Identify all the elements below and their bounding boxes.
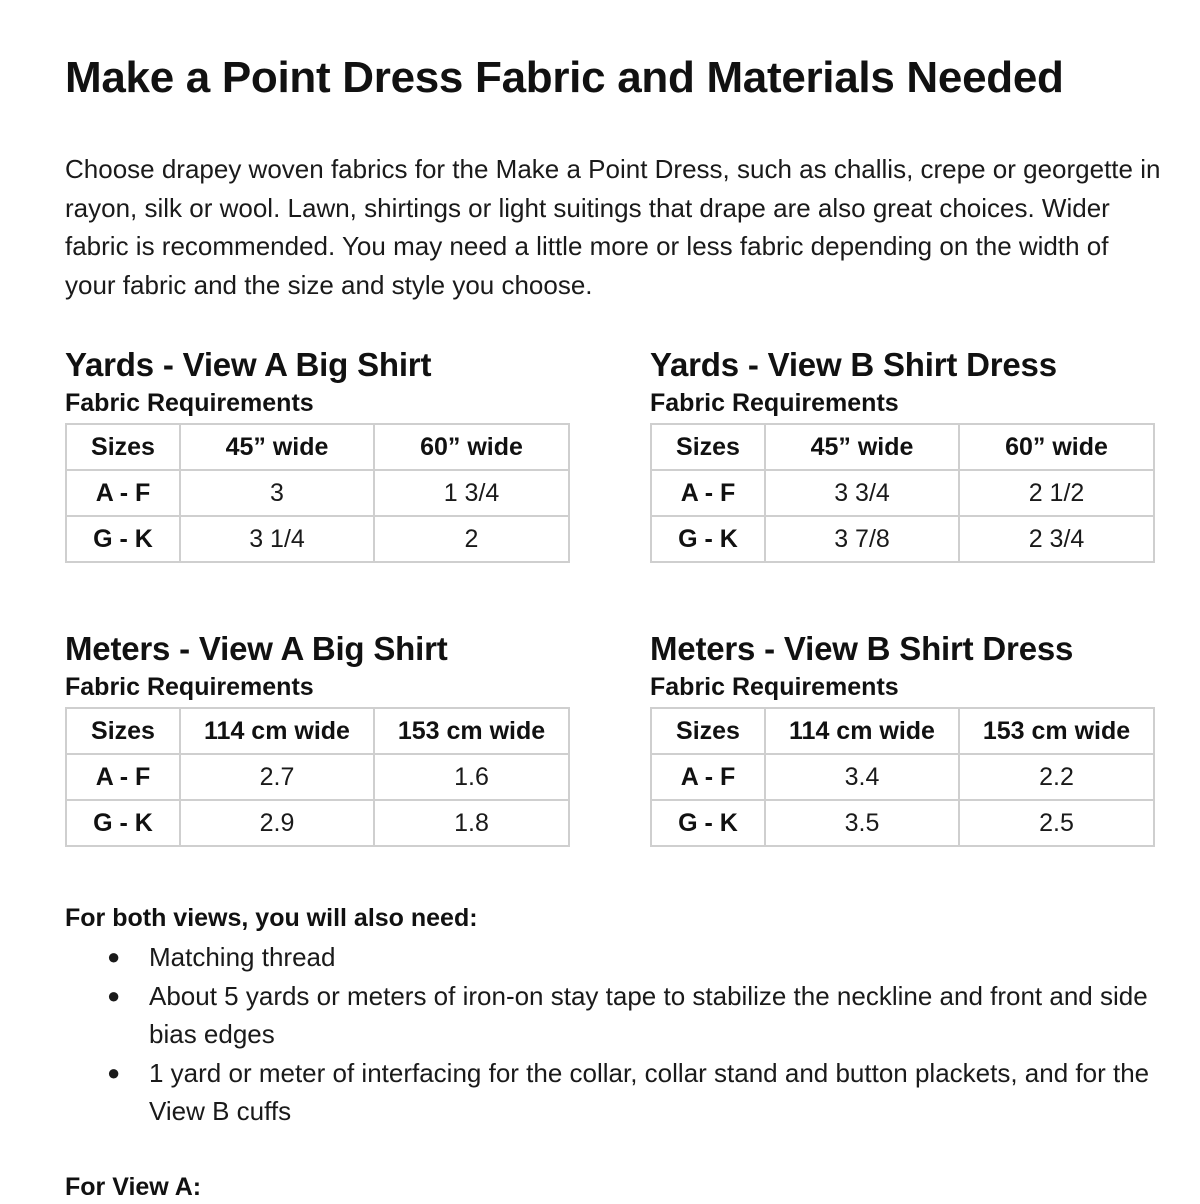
- meters-view-b-section: [650, 629, 1155, 847]
- header-cell: 114 cm wide: [765, 708, 959, 754]
- table-header-row: [66, 708, 569, 754]
- header-cell: 153 cm wide: [959, 708, 1154, 754]
- list-item: [65, 977, 1175, 1054]
- header-cell: 45” wide: [765, 424, 959, 470]
- size-cell: A - F: [651, 754, 765, 800]
- header-cell: Sizes: [651, 424, 765, 470]
- table-row: [66, 470, 569, 516]
- size-cell: A - F: [66, 754, 180, 800]
- size-cell: A - F: [651, 470, 765, 516]
- value-cell: 3 3/4: [765, 470, 959, 516]
- table-row: [651, 470, 1154, 516]
- view-a-heading: For View A:: [65, 1173, 202, 1201]
- list-item-text: About 5 yards or meters of iron-on stay tape to stabilize the neckline and front and side bias edges: [149, 980, 1148, 1049]
- header-cell: 153 cm wide: [374, 708, 569, 754]
- value-cell: 1 3/4: [374, 470, 569, 516]
- header-cell: 60” wide: [959, 424, 1154, 470]
- bullet-icon: ●: [107, 944, 121, 969]
- materials-list: [65, 938, 1175, 1131]
- value-cell: 2 1/2: [959, 470, 1154, 516]
- section-subtitle: Fabric Requirements: [650, 673, 899, 701]
- value-cell: 2 3/4: [959, 516, 1154, 562]
- section-subtitle: Fabric Requirements: [650, 389, 899, 417]
- value-cell: 1.8: [374, 800, 569, 846]
- header-cell: Sizes: [66, 424, 180, 470]
- table-header-row: [651, 708, 1154, 754]
- value-cell: 3 7/8: [765, 516, 959, 562]
- header-cell: 60” wide: [374, 424, 569, 470]
- list-item: [65, 938, 1175, 977]
- value-cell: 3.4: [765, 754, 959, 800]
- section-title: Meters - View A Big Shirt: [65, 630, 448, 667]
- value-cell: 2.5: [959, 800, 1154, 846]
- fabric-requirements-table: [65, 707, 570, 847]
- value-cell: 2.9: [180, 800, 374, 846]
- meters-view-a-section: [65, 629, 570, 847]
- size-cell: G - K: [66, 800, 180, 846]
- value-cell: 2.2: [959, 754, 1154, 800]
- yards-view-a-section: [65, 345, 570, 563]
- header-cell: 45” wide: [180, 424, 374, 470]
- table-header-row: [651, 424, 1154, 470]
- fabric-requirements-table: [65, 423, 570, 563]
- size-cell: G - K: [66, 516, 180, 562]
- section-title: Yards - View A Big Shirt: [65, 346, 432, 383]
- table-row: [651, 800, 1154, 846]
- intro-paragraph: Choose drapey woven fabrics for the Make a Point Dress, such as challis, crepe or georgette in rayon, silk or wool. Lawn, shirtings or light suitings that drape are also great choices. Wider fabric is recommended. You may need a little more or less fabric depending on the width of your fabric and the size and style you choose.: [65, 154, 1161, 300]
- header-cell: Sizes: [66, 708, 180, 754]
- fabric-requirements-table: [650, 707, 1155, 847]
- header-cell: Sizes: [651, 708, 765, 754]
- table-header-row: [66, 424, 569, 470]
- table-row: [66, 516, 569, 562]
- table-row: [651, 754, 1154, 800]
- table-row: [66, 800, 569, 846]
- both-views-heading: For both views, you will also need:: [65, 904, 478, 932]
- value-cell: 3: [180, 470, 374, 516]
- header-cell: 114 cm wide: [180, 708, 374, 754]
- size-cell: G - K: [651, 516, 765, 562]
- value-cell: 3.5: [765, 800, 959, 846]
- bullet-icon: ●: [107, 982, 121, 1008]
- value-cell: 3 1/4: [180, 516, 374, 562]
- list-item-text: 1 yard or meter of interfacing for the collar, collar stand and button plackets, and for the View B cuffs: [149, 1057, 1150, 1126]
- section-subtitle: Fabric Requirements: [65, 673, 314, 701]
- section-title: Yards - View B Shirt Dress: [650, 346, 1057, 383]
- section-subtitle: Fabric Requirements: [65, 389, 314, 417]
- list-item-text: Matching thread: [149, 942, 336, 972]
- page-title: Make a Point Dress Fabric and Materials Needed: [65, 53, 1064, 102]
- list-item: [65, 1054, 1175, 1131]
- yards-view-b-section: [650, 345, 1155, 563]
- table-row: [66, 754, 569, 800]
- fabric-requirements-table: [650, 423, 1155, 563]
- value-cell: 2: [374, 516, 569, 562]
- size-cell: A - F: [66, 470, 180, 516]
- section-title: Meters - View B Shirt Dress: [650, 630, 1074, 667]
- value-cell: 2.7: [180, 754, 374, 800]
- table-row: [651, 516, 1154, 562]
- bullet-icon: ●: [107, 1059, 121, 1085]
- value-cell: 1.6: [374, 754, 569, 800]
- both-views-notes: [65, 898, 1175, 1131]
- size-cell: G - K: [651, 800, 765, 846]
